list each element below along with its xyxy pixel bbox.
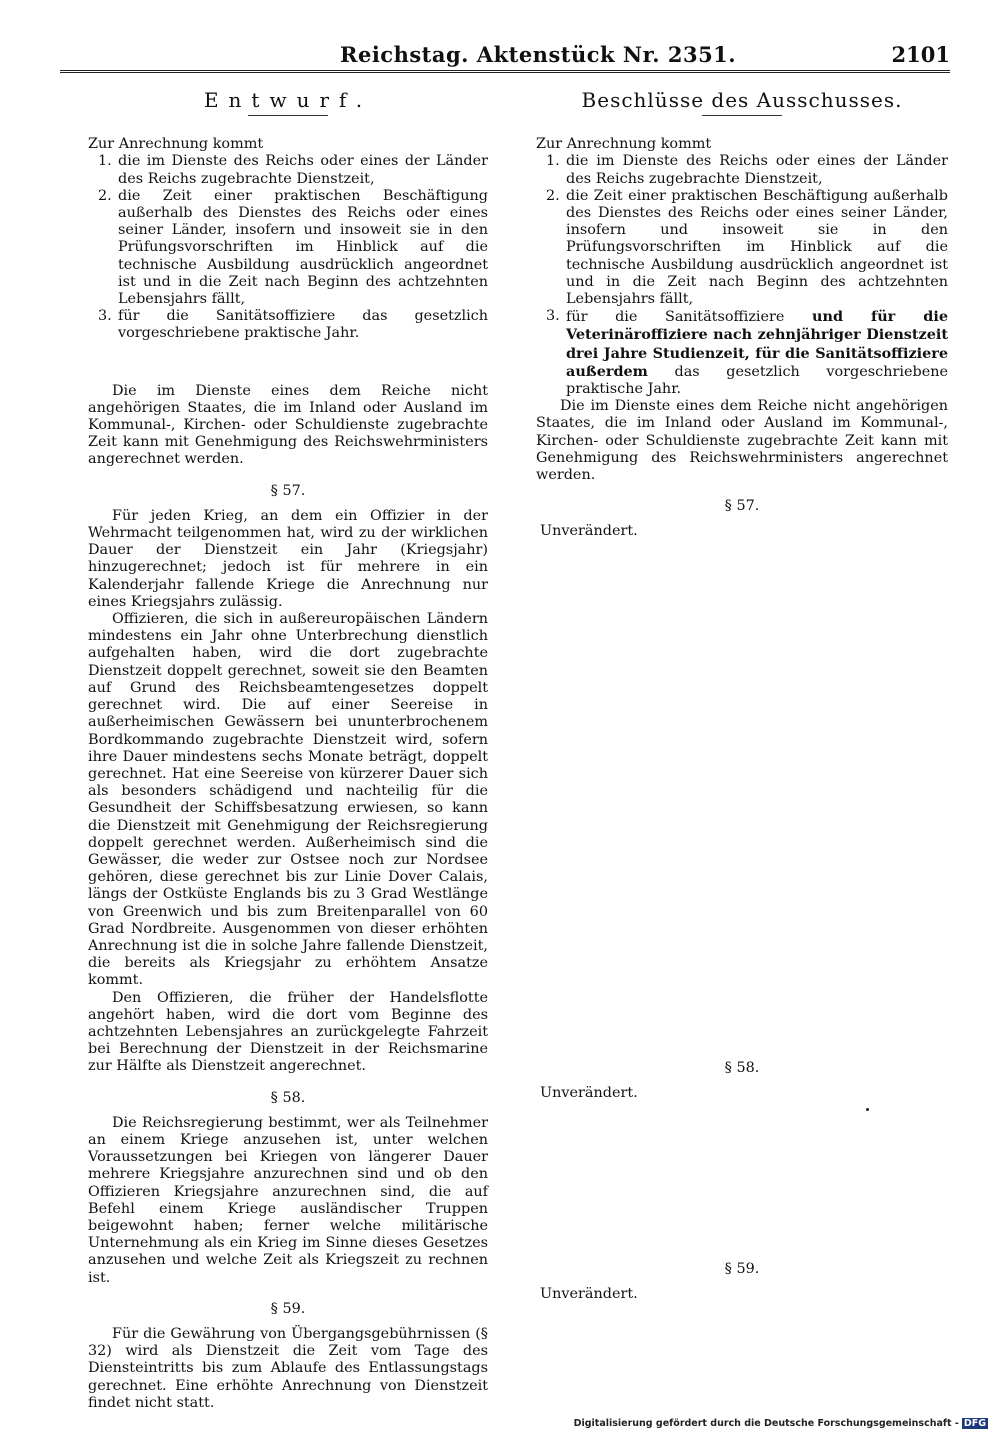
paragraph: Die im Dienste eines dem Reiche nicht angehörigen Staates, die im Inland oder Ausland im Kommunal-, Kirchen- oder Schuldienste zugebrachte Zeit kann mit Genehmigung des Reichswehrministers angerechnet werden.	[88, 382, 488, 468]
item-list	[88, 153, 488, 342]
paragraph: Für jeden Krieg, an dem ein Offizier in der Wehrmacht teilgenommen hat, wird zu der wirklichen Dauer der Dienstzeit ein Jahr (Kriegsjahr) hinzugerechnet; jedoch ist für mehrere in ein Kalenderjahr fallende Kriege die Anrechnung nur eines Kriegsjahrs zulässig.	[88, 507, 488, 610]
section-heading: § 57.	[270, 482, 306, 499]
section-heading: § 57.	[724, 498, 760, 515]
title-divider	[248, 115, 328, 116]
left-column-title: Entwurf.	[203, 88, 373, 112]
intro-text: Zur Anrechnung kommt	[536, 136, 712, 153]
item-list	[536, 153, 948, 398]
unchanged-note: Unverändert.	[540, 1286, 638, 1303]
list-item: 3. für die Sanitätsoffiziere das gesetzlich vorgeschriebene praktische Jahr.	[98, 308, 488, 342]
right-column-committee	[536, 88, 948, 1303]
paragraph: Die Reichsregierung bestimmt, wer als Teilnehmer an einem Kriege anzusehen ist, unter welchen Voraussetzungen bei Kriegen von längerer Dauer mehrere Kriegsjahre anzurechnen sind und ob den Offizieren Kriegsjahre anzurechnen sind, die auf Befehl einem Kriege ausländischer Truppen beigewohnt haben; ferner welche militärische Unternehmung als ein Krieg im Sinne dieses Gesetzes anzusehen und welche Zeit als Kriegszeit zu rechnen ist.	[88, 1114, 488, 1286]
page-header	[60, 42, 950, 72]
paragraph: Den Offizieren, die früher der Handelsflotte angehört haben, wird die dort vom Beginne des achtzehnten Lebensjahres an zurückgelegte Fahrzeit bei Berechnung der Dienstzeit in der Reichsmarine zur Hälfte als Dienstzeit angerechnet.	[88, 989, 488, 1075]
paragraph: Offizieren, die sich in außereuropäischen Ländern mindestens ein Jahr ohne Unterbrechung dienstlich aufgehalten haben, wird die dort zugebrachte Dienstzeit doppelt gerechnet, soweit sie den Beamten auf Grund des Reichsbeamtengesetzes doppelt gerechnet wird. Die auf einer Seereise in außerheimischen Gewässern bei ununterbrochenem Bordkommando zugebrachte Dienstzeit wird, sofern ihre Dauer mindestens sechs Monate beträgt, doppelt gerechnet. Hat eine Seereise von kürzerer Dauer sich als besonders schädigend und nachteilig für die Gesundheit der Schiffsbesatzung erwiesen, so kann die Dienstzeit mit Genehmigung der Reichsregierung doppelt gerechnet werden. Außerheimisch sind die Gewässer, die weder zur Ostsee noch zur Nordsee gehören, diese gerechnet bis zur Linie Dover Calais, längs der Ostküste Englands bis zu 3 Grad Westlänge von Greenwich und bis zum Breitenparallel von 60 Grad Nordbreite. Ausgenommen von dieser erhöhten Anrechnung ist die in solche Jahre fallende Dienstzeit, die bereits als Kriegsjahr zu erhöhtem Ansatze kommt.	[88, 611, 488, 989]
page-number: 2101	[891, 42, 950, 67]
list-item: 1. die im Dienste des Reichs oder eines der Länder des Reichs zugebrachte Dienstzeit,	[546, 153, 948, 187]
dfg-logo: DFG	[963, 1418, 986, 1429]
ink-speck	[866, 1108, 869, 1111]
section-heading: § 59.	[270, 1300, 306, 1317]
list-item: 3. für die Sanitätsoffiziere und für die Veterinäroffiziere nach zehnjähriger Dienstzeit drei Jahre Studienzeit, für die Sanitätsoffiziere außerdem das gesetzlich vorgeschriebene praktische Jahr.	[546, 308, 948, 398]
title-divider	[702, 115, 782, 116]
running-title: Reichstag. Aktenstück Nr. 2351.	[340, 42, 737, 67]
right-column-title: Beschlüsse des Ausschusses.	[581, 88, 903, 112]
paragraph: Die im Dienste eines dem Reiche nicht angehörigen Staates, die im Inland oder Ausland im Kommunal-, Kirchen- oder Schuldienste zugebrachte Zeit kann mit Genehmigung des Reichswehrministers angerechnet werden.	[536, 398, 948, 484]
left-column-draft	[88, 88, 488, 1412]
section-heading: § 58.	[724, 1059, 760, 1076]
list-item: 2. die Zeit einer praktischen Beschäftigung außerhalb des Dienstes des Reichs oder eines seiner Länder, insofern und insoweit sie in den Prüfungsvorschriften im Hinblick auf die technische Ausbildung ausdrücklich angeordnet ist und in die Zeit nach Beginn des achtzehnten Lebensjahrs fällt,	[546, 187, 948, 308]
intro-text: Zur Anrechnung kommt	[88, 136, 264, 153]
header-rule	[60, 70, 950, 73]
section-heading: § 58.	[270, 1089, 306, 1106]
paragraph: Für die Gewährung von Übergangsgebührnissen (§ 32) wird als Dienstzeit die Zeit vom Tage des Diensteintritts bis zum Ablaufe des Entlassungstags gerechnet. Eine erhöhte Anrechnung von Dienstzeit findet nicht statt.	[88, 1326, 488, 1411]
list-item: 2. die Zeit einer praktischen Beschäftigung außerhalb des Dienstes des Reichs oder eines seiner Länder, insofern und insoweit sie in den Prüfungsvorschriften im Hinblick auf die technische Ausbildung ausdrücklich angeordnet ist und in die Zeit nach Beginn des achtzehnten Lebensjahrs fällt,	[98, 187, 488, 308]
unchanged-note: Unverändert.	[540, 1084, 638, 1101]
section-heading: § 59.	[724, 1261, 760, 1278]
list-item: 1. die im Dienste des Reichs oder eines der Länder des Reichs zugebrachte Dienstzeit,	[98, 153, 488, 187]
unchanged-note: Unverändert.	[540, 523, 638, 540]
amendment-text: und für die Veterinäroffiziere nach zehnjähriger Dienstzeit drei Jahre Studienzeit, für die Sanitätsoffiziere außerdem	[566, 308, 948, 380]
footer-credit: Digitalisierung gefördert durch die Deutsche Forschungsgemeinschaft - DFG	[573, 1418, 986, 1429]
